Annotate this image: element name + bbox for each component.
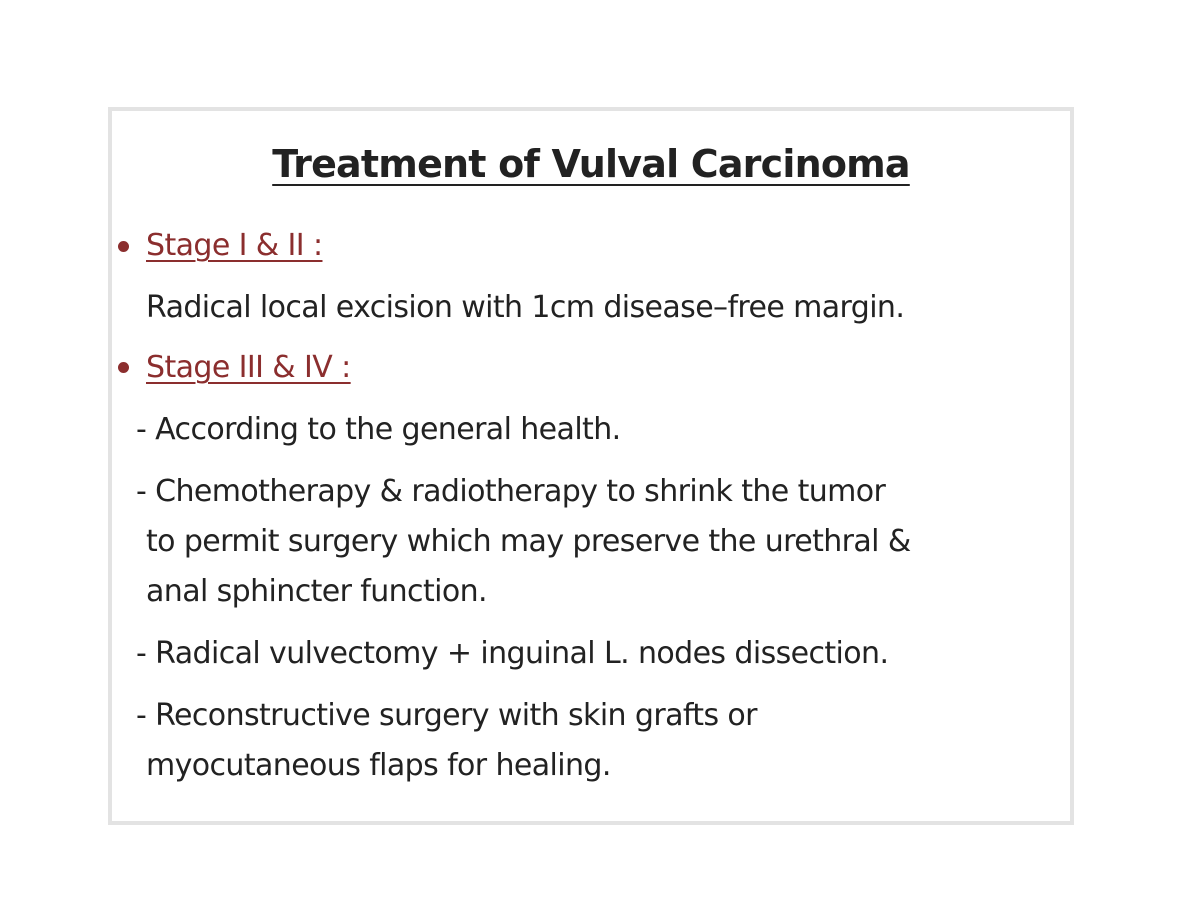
stage-3-4-line: - Chemotherapy & radiotherapy to shrink the tumor xyxy=(136,474,886,509)
stage-3-4-line: - Radical vulvectomy + inguinal L. nodes dissection. xyxy=(136,636,889,671)
bullet-icon xyxy=(118,362,129,373)
stage-3-4-line: myocutaneous flaps for healing. xyxy=(146,748,611,783)
stage-3-4-line: to permit surgery which may preserve the urethral & xyxy=(146,524,911,559)
slide-title xyxy=(112,142,1070,186)
stage-1-2-text: Radical local excision with 1cm disease–free margin. xyxy=(146,290,905,325)
stage-3-4-line: anal sphincter function. xyxy=(146,574,487,609)
slide-title-text: Treatment of Vulval Carcinoma xyxy=(272,142,910,186)
stage-3-4-line: - Reconstructive surgery with skin grafts or xyxy=(136,698,757,733)
section-heading-stage-3-4: Stage III & IV : xyxy=(146,350,351,385)
stage-3-4-line: - According to the general health. xyxy=(136,412,621,447)
section-heading-stage-1-2: Stage I & II : xyxy=(146,228,323,263)
bullet-icon xyxy=(118,241,129,252)
slide xyxy=(108,107,1074,825)
